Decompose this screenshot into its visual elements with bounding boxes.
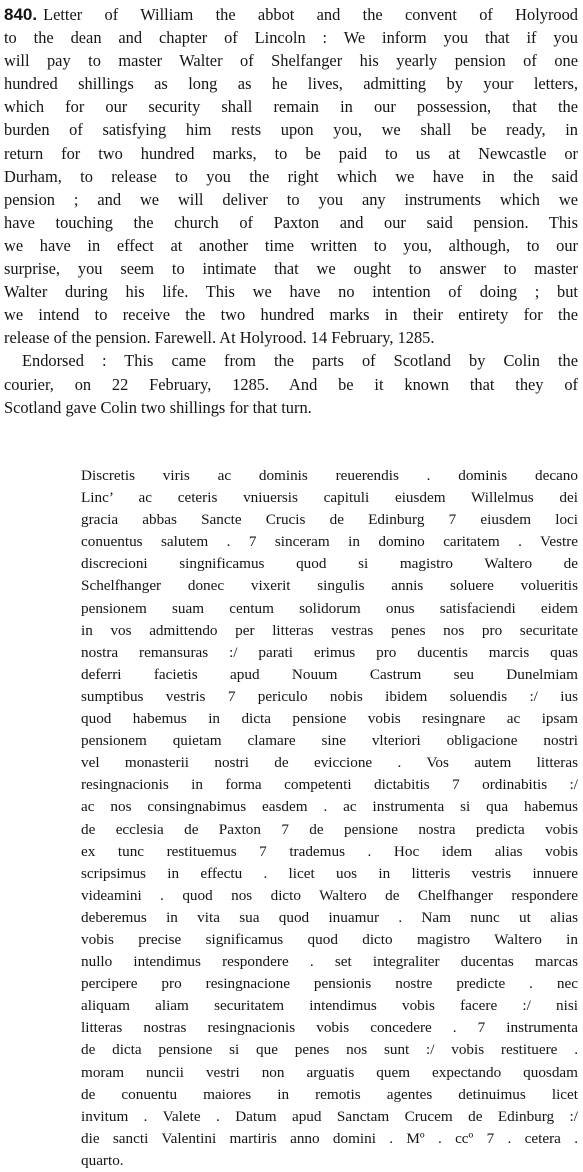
english-translation [4,3,578,419]
latin-line: de ecclesia de Paxton 7 de pensione nostra predicta vobis [81,820,578,838]
translation-line: surprise, you seem to intimate that we ought to answer to master [4,259,578,279]
latin-line: in vos admittendo per litteras vestras penes nos pro securitate [81,621,578,639]
latin-line: Linc’ ac ceteris vniuersis capituli eiusdem Willelmus dei [81,489,578,507]
latin-line: sumptibus vestris 7 periculo nobis ibidem soluendis :/ ius [81,687,578,705]
translation-line: Walter during his life. This we have no intention of doing ; but [4,282,578,302]
latin-line: de conuentu maiores in remotis agentes detinuimus licet [81,1085,578,1103]
translation-line: to the dean and chapter of Lincoln : We inform you that if you [4,28,578,48]
latin-line: discrecioni singnificamus quod si magistro Waltero de [81,555,578,573]
latin-line: ex tunc restituemus 7 trademus . Hoc idem alias vobis [81,842,578,860]
translation-line: have touching the church of Paxton and our said pension. This [4,212,578,232]
latin-line: deberemus in vita sua quod inuamur . Nam nunc ut alias [81,908,578,926]
translation-line: we have in effect at another time written to you, although, to our [4,235,578,255]
latin-line: litteras nostras resingnacionis vobis concedere . 7 instrumenta [81,1019,578,1037]
endorsement-line: Scotland gave Colin two shillings for that turn. [4,397,312,417]
latin-line: quarto. [81,1151,124,1169]
translation-line: 840. Letter of William the abbot and the convent of Holyrood [4,5,578,24]
latin-line: deferri facietis apud Nouum Castrum seu Dunelmiam [81,665,578,683]
translation-line: pension ; and we will deliver to you any instruments which we [4,189,578,209]
translation-line: will pay to master Walter of Shelfanger his yearly pension of one [4,51,578,71]
latin-line: Discretis viris ac dominis reuerendis . dominis decano [81,467,578,484]
latin-line: gracia abbas Sancte Crucis de Edinburg 7 eiusdem loci [81,511,578,529]
latin-line: scripsimus in effectu . licet uos in litteris vestris innuere [81,864,578,882]
latin-line: die sancti Valentini martiris anno domini . Mº . ccº 7 . cetera . [81,1129,578,1147]
latin-line: quod habemus in dicta pensione vobis resingnare ac ipsam [81,710,578,728]
entry-number: 840. [4,5,38,24]
translation-line: release of the pension. Farewell. At Holyrood. 14 February, 1285. [4,328,435,348]
latin-line: de dicta pensione si que penes nos sunt :/ vobis restituere . [81,1041,578,1059]
latin-line: Schelfhanger donec vixerit singulis annis soluere volueritis [81,577,578,595]
latin-line: pensionem quietam clamare sine vlteriori obligacione nostri [81,732,578,750]
latin-line: aliquam aliam securitatem intendimus vobis facere :/ nisi [81,997,578,1015]
latin-line: videamini . quod nos dicto Waltero de Chelfhanger respondere [81,886,578,904]
latin-line: nostra remansuras :/ parati erimus pro ducentis marcis quas [81,643,578,661]
translation-line: burden of satisfying him rests upon you, we shall be ready, in [4,120,578,140]
translation-line: which for our security shall remain in our possession, that the [4,97,578,117]
latin-line: resingnacionis in forma competenti dictabitis 7 ordinabitis :/ [81,776,578,794]
latin-line: pensionem suam centum solidorum onus satisfaciendi eidem [81,599,578,617]
endorsement-line: courier, on 22 February, 1285. And be it known that they of [4,374,578,394]
latin-line: vobis precise significamus quod dicto magistro Waltero in [81,930,578,948]
endorsement-line: Endorsed : This came from the parts of Scotland by Colin the [22,351,578,371]
translation-line: return for two hundred marks, to be paid to us at Newcastle or [4,143,578,163]
latin-line: vel monasterii nostri de eviccione . Vos autem litteras [81,754,578,772]
translation-line: we intend to receive the two hundred marks in their entirety for the [4,305,578,325]
translation-line: hundred shillings as long as he lives, admitting by your letters, [4,74,578,94]
latin-line: ac nos consingnabimus easdem . ac instrumenta si qua habemus [81,798,578,816]
translation-line: Durham, to release to you the right which we have in the said [4,166,578,186]
latin-line: moram nuncii vestri non arguatis quem expectando quosdam [81,1063,578,1081]
latin-line: nullo intendimus respondere . set integraliter ducentas marcas [81,953,578,971]
latin-line: conuentus salutem . 7 sinceram in domino caritatem . Vestre [81,533,578,551]
latin-original-text [81,465,578,1172]
latin-line: invitum . Valete . Datum apud Sanctam Crucem de Edinburg :/ [81,1107,578,1125]
latin-line: percipere pro resingnacione pensionis nostre predicte . nec [81,975,578,993]
